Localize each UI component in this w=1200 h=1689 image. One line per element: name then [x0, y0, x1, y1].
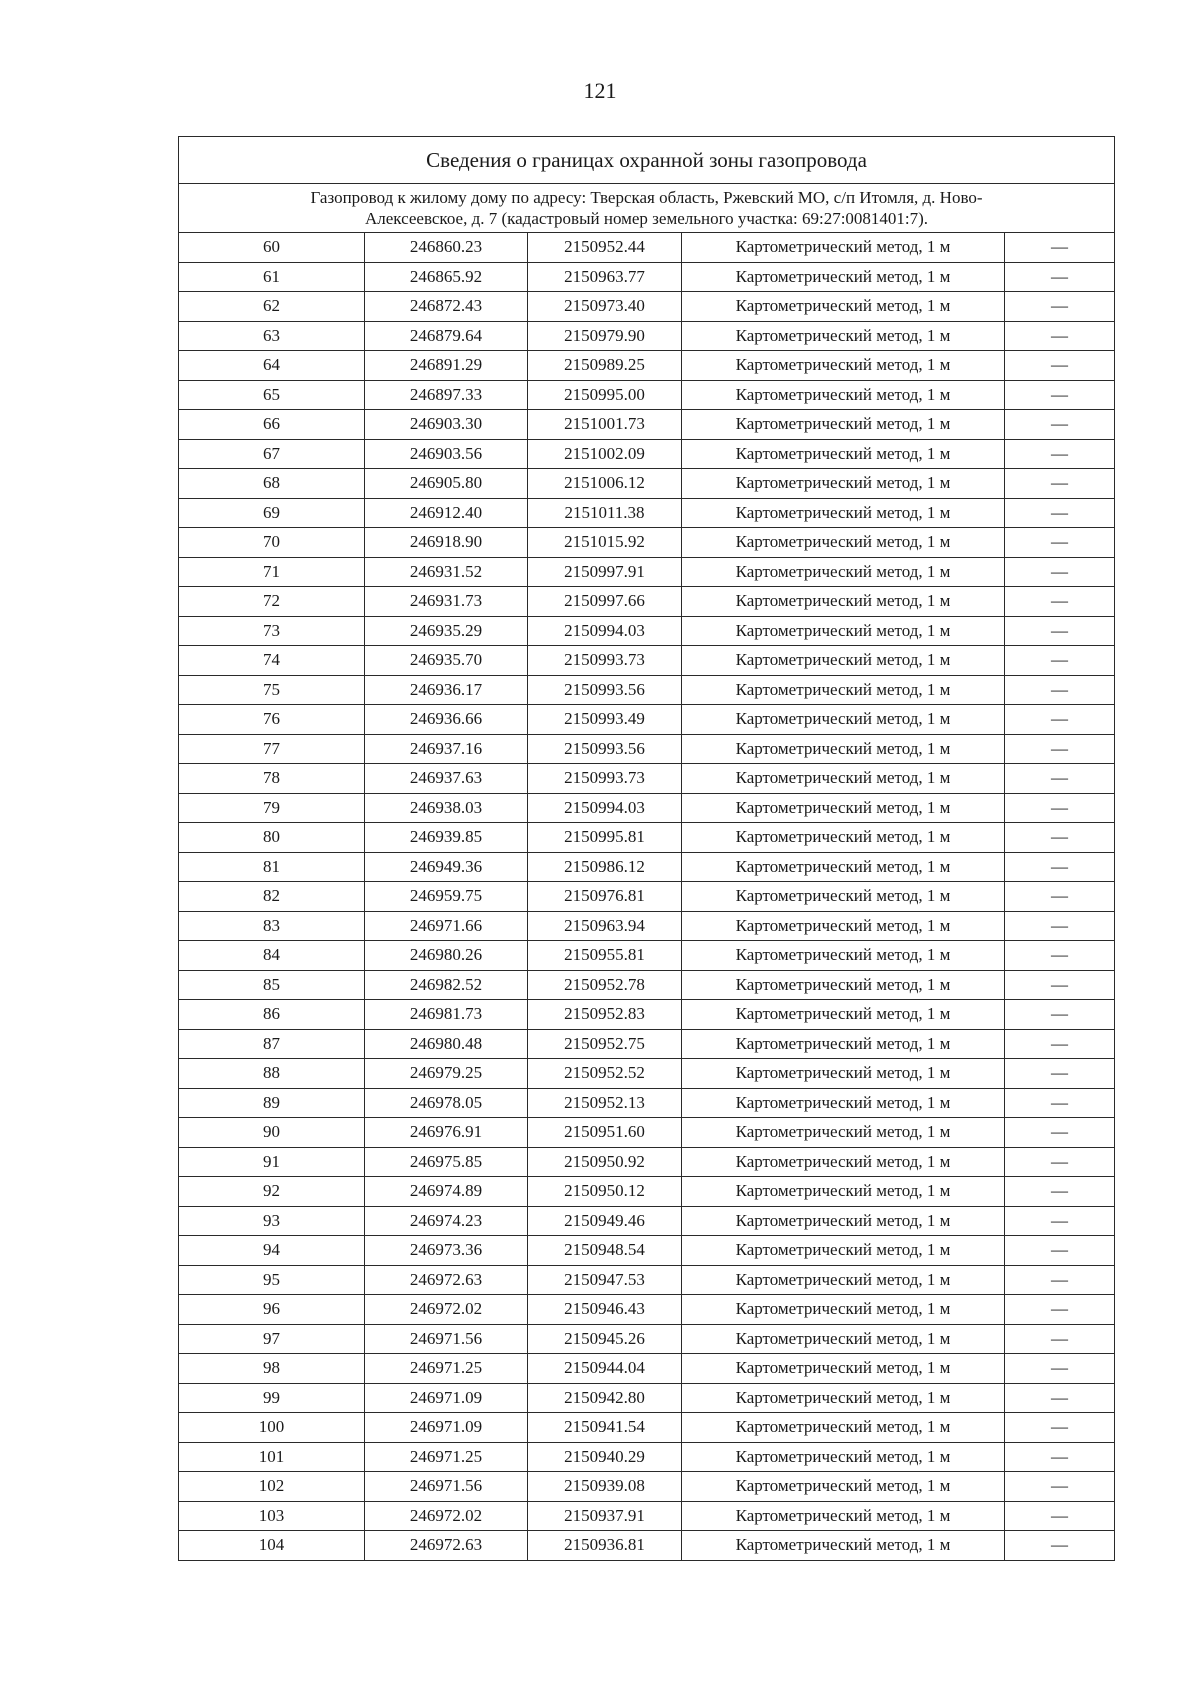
table-row [179, 852, 1115, 882]
method-cell: Картометрический метод, 1 м [682, 410, 1005, 440]
coordinate-x-cell: 246938.03 [365, 793, 528, 823]
table-row [179, 1295, 1115, 1325]
note-cell: — [1005, 823, 1115, 853]
coordinate-x-cell: 246971.66 [365, 911, 528, 941]
table-row [179, 557, 1115, 587]
note-cell: — [1005, 439, 1115, 469]
point-number-cell: 104 [179, 1531, 365, 1561]
table-row [179, 882, 1115, 912]
coordinate-y-cell: 2150952.13 [528, 1088, 682, 1118]
table-row [179, 380, 1115, 410]
coordinate-x-cell: 246971.56 [365, 1472, 528, 1502]
note-cell: — [1005, 528, 1115, 558]
point-number-cell: 84 [179, 941, 365, 971]
coordinate-y-cell: 2150952.52 [528, 1059, 682, 1089]
point-number-cell: 65 [179, 380, 365, 410]
coordinate-x-cell: 246971.09 [365, 1413, 528, 1443]
method-cell: Картометрический метод, 1 м [682, 1324, 1005, 1354]
note-cell: — [1005, 1531, 1115, 1561]
table-row [179, 321, 1115, 351]
method-cell: Картометрический метод, 1 м [682, 1472, 1005, 1502]
method-cell: Картометрический метод, 1 м [682, 1383, 1005, 1413]
note-cell: — [1005, 675, 1115, 705]
table-title: Сведения о границах охранной зоны газопровода [179, 137, 1115, 184]
method-cell: Картометрический метод, 1 м [682, 1059, 1005, 1089]
method-cell: Картометрический метод, 1 м [682, 1147, 1005, 1177]
table-subtitle [179, 184, 1115, 233]
note-cell: — [1005, 1177, 1115, 1207]
table-row [179, 1472, 1115, 1502]
note-cell: — [1005, 292, 1115, 322]
point-number-cell: 92 [179, 1177, 365, 1207]
table-row [179, 351, 1115, 381]
point-number-cell: 70 [179, 528, 365, 558]
note-cell: — [1005, 1059, 1115, 1089]
note-cell: — [1005, 380, 1115, 410]
point-number-cell: 72 [179, 587, 365, 617]
point-number-cell: 62 [179, 292, 365, 322]
method-cell: Картометрический метод, 1 м [682, 1236, 1005, 1266]
coordinate-x-cell: 246903.56 [365, 439, 528, 469]
point-number-cell: 81 [179, 852, 365, 882]
coordinate-x-cell: 246903.30 [365, 410, 528, 440]
coordinate-x-cell: 246974.23 [365, 1206, 528, 1236]
table-row [179, 616, 1115, 646]
coordinate-y-cell: 2150949.46 [528, 1206, 682, 1236]
coordinate-x-cell: 246860.23 [365, 233, 528, 263]
method-cell: Картометрический метод, 1 м [682, 351, 1005, 381]
table-row [179, 1383, 1115, 1413]
coordinate-x-cell: 246872.43 [365, 292, 528, 322]
coordinate-x-cell: 246891.29 [365, 351, 528, 381]
coordinate-y-cell: 2150952.83 [528, 1000, 682, 1030]
coordinate-x-cell: 246973.36 [365, 1236, 528, 1266]
coordinate-x-cell: 246972.02 [365, 1501, 528, 1531]
coordinate-x-cell: 246972.63 [365, 1531, 528, 1561]
coordinate-y-cell: 2150937.91 [528, 1501, 682, 1531]
table-row [179, 1442, 1115, 1472]
table-row [179, 292, 1115, 322]
note-cell: — [1005, 1442, 1115, 1472]
point-number-cell: 63 [179, 321, 365, 351]
note-cell: — [1005, 1383, 1115, 1413]
method-cell: Картометрический метод, 1 м [682, 793, 1005, 823]
note-cell: — [1005, 587, 1115, 617]
method-cell: Картометрический метод, 1 м [682, 528, 1005, 558]
point-number-cell: 67 [179, 439, 365, 469]
point-number-cell: 89 [179, 1088, 365, 1118]
note-cell: — [1005, 764, 1115, 794]
point-number-cell: 88 [179, 1059, 365, 1089]
point-number-cell: 64 [179, 351, 365, 381]
table-row [179, 764, 1115, 794]
method-cell: Картометрический метод, 1 м [682, 675, 1005, 705]
point-number-cell: 93 [179, 1206, 365, 1236]
note-cell: — [1005, 793, 1115, 823]
coordinate-x-cell: 246972.02 [365, 1295, 528, 1325]
method-cell: Картометрический метод, 1 м [682, 1354, 1005, 1384]
note-cell: — [1005, 1472, 1115, 1502]
method-cell: Картометрический метод, 1 м [682, 321, 1005, 351]
coordinate-y-cell: 2150994.03 [528, 616, 682, 646]
point-number-cell: 82 [179, 882, 365, 912]
note-cell: — [1005, 1029, 1115, 1059]
point-number-cell: 95 [179, 1265, 365, 1295]
coordinate-y-cell: 2150993.73 [528, 764, 682, 794]
coordinate-x-cell: 246905.80 [365, 469, 528, 499]
coordinate-x-cell: 246931.73 [365, 587, 528, 617]
note-cell: — [1005, 557, 1115, 587]
point-number-cell: 73 [179, 616, 365, 646]
table-row [179, 528, 1115, 558]
coordinate-y-cell: 2150993.56 [528, 734, 682, 764]
note-cell: — [1005, 1501, 1115, 1531]
method-cell: Картометрический метод, 1 м [682, 1413, 1005, 1443]
table-row [179, 262, 1115, 292]
coordinate-x-cell: 246971.56 [365, 1324, 528, 1354]
note-cell: — [1005, 1088, 1115, 1118]
method-cell: Картометрический метод, 1 м [682, 1118, 1005, 1148]
coordinate-y-cell: 2150947.53 [528, 1265, 682, 1295]
coordinate-y-cell: 2150950.92 [528, 1147, 682, 1177]
note-cell: — [1005, 882, 1115, 912]
coordinate-x-cell: 246976.91 [365, 1118, 528, 1148]
table-row [179, 1236, 1115, 1266]
note-cell: — [1005, 1236, 1115, 1266]
boundary-table [178, 136, 1115, 1561]
method-cell: Картометрический метод, 1 м [682, 1000, 1005, 1030]
coordinate-y-cell: 2151002.09 [528, 439, 682, 469]
table-row [179, 233, 1115, 263]
coordinate-y-cell: 2150989.25 [528, 351, 682, 381]
point-number-cell: 101 [179, 1442, 365, 1472]
note-cell: — [1005, 646, 1115, 676]
point-number-cell: 78 [179, 764, 365, 794]
coordinate-y-cell: 2150941.54 [528, 1413, 682, 1443]
point-number-cell: 90 [179, 1118, 365, 1148]
method-cell: Картометрический метод, 1 м [682, 1442, 1005, 1472]
table-row [179, 1354, 1115, 1384]
method-cell: Картометрический метод, 1 м [682, 1029, 1005, 1059]
coordinate-x-cell: 246975.85 [365, 1147, 528, 1177]
point-number-cell: 79 [179, 793, 365, 823]
table-row [179, 911, 1115, 941]
note-cell: — [1005, 469, 1115, 499]
method-cell: Картометрический метод, 1 м [682, 557, 1005, 587]
method-cell: Картометрический метод, 1 м [682, 616, 1005, 646]
method-cell: Картометрический метод, 1 м [682, 1206, 1005, 1236]
method-cell: Картометрический метод, 1 м [682, 292, 1005, 322]
table-row [179, 646, 1115, 676]
method-cell: Картометрический метод, 1 м [682, 1177, 1005, 1207]
coordinate-y-cell: 2151006.12 [528, 469, 682, 499]
coordinate-y-cell: 2150963.94 [528, 911, 682, 941]
coordinate-y-cell: 2150952.78 [528, 970, 682, 1000]
method-cell: Картометрический метод, 1 м [682, 262, 1005, 292]
point-number-cell: 100 [179, 1413, 365, 1443]
coordinate-y-cell: 2150976.81 [528, 882, 682, 912]
coordinate-x-cell: 246937.16 [365, 734, 528, 764]
point-number-cell: 102 [179, 1472, 365, 1502]
coordinate-y-cell: 2150995.00 [528, 380, 682, 410]
method-cell: Картометрический метод, 1 м [682, 1531, 1005, 1561]
coordinate-y-cell: 2150944.04 [528, 1354, 682, 1384]
point-number-cell: 85 [179, 970, 365, 1000]
coordinate-y-cell: 2150946.43 [528, 1295, 682, 1325]
point-number-cell: 76 [179, 705, 365, 735]
coordinate-x-cell: 246935.29 [365, 616, 528, 646]
coordinate-y-cell: 2150939.08 [528, 1472, 682, 1502]
note-cell: — [1005, 705, 1115, 735]
table-row [179, 1265, 1115, 1295]
coordinate-x-cell: 246959.75 [365, 882, 528, 912]
table-row [179, 1059, 1115, 1089]
point-number-cell: 69 [179, 498, 365, 528]
page-number: 121 [583, 78, 617, 103]
note-cell: — [1005, 970, 1115, 1000]
coordinate-x-cell: 246971.25 [365, 1442, 528, 1472]
coordinate-x-cell: 246936.66 [365, 705, 528, 735]
coordinate-x-cell: 246971.09 [365, 1383, 528, 1413]
method-cell: Картометрический метод, 1 м [682, 380, 1005, 410]
coordinate-x-cell: 246981.73 [365, 1000, 528, 1030]
method-cell: Картометрический метод, 1 м [682, 911, 1005, 941]
coordinate-x-cell: 246980.48 [365, 1029, 528, 1059]
table-row [179, 823, 1115, 853]
table-row [179, 498, 1115, 528]
coordinate-x-cell: 246982.52 [365, 970, 528, 1000]
coordinate-y-cell: 2150945.26 [528, 1324, 682, 1354]
point-number-cell: 68 [179, 469, 365, 499]
point-number-cell: 91 [179, 1147, 365, 1177]
coordinate-x-cell: 246949.36 [365, 852, 528, 882]
coordinate-y-cell: 2150986.12 [528, 852, 682, 882]
table-row [179, 439, 1115, 469]
table-row [179, 1088, 1115, 1118]
coordinate-x-cell: 246918.90 [365, 528, 528, 558]
coordinate-x-cell: 246936.17 [365, 675, 528, 705]
method-cell: Картометрический метод, 1 м [682, 852, 1005, 882]
coordinate-x-cell: 246935.70 [365, 646, 528, 676]
note-cell: — [1005, 616, 1115, 646]
coordinate-y-cell: 2150997.91 [528, 557, 682, 587]
table-row [179, 1324, 1115, 1354]
table-row [179, 1177, 1115, 1207]
point-number-cell: 99 [179, 1383, 365, 1413]
coordinate-y-cell: 2150973.40 [528, 292, 682, 322]
table-row [179, 793, 1115, 823]
point-number-cell: 98 [179, 1354, 365, 1384]
coordinate-y-cell: 2150936.81 [528, 1531, 682, 1561]
coordinate-y-cell: 2150955.81 [528, 941, 682, 971]
coordinate-y-cell: 2150979.90 [528, 321, 682, 351]
subtitle-row [179, 184, 1115, 233]
method-cell: Картометрический метод, 1 м [682, 764, 1005, 794]
coordinate-y-cell: 2150940.29 [528, 1442, 682, 1472]
point-number-cell: 94 [179, 1236, 365, 1266]
note-cell: — [1005, 1354, 1115, 1384]
method-cell: Картометрический метод, 1 м [682, 469, 1005, 499]
method-cell: Картометрический метод, 1 м [682, 823, 1005, 853]
table-row [179, 970, 1115, 1000]
note-cell: — [1005, 262, 1115, 292]
note-cell: — [1005, 498, 1115, 528]
coordinate-y-cell: 2150950.12 [528, 1177, 682, 1207]
point-number-cell: 80 [179, 823, 365, 853]
table-row [179, 587, 1115, 617]
coordinate-y-cell: 2150993.73 [528, 646, 682, 676]
point-number-cell: 66 [179, 410, 365, 440]
point-number-cell: 96 [179, 1295, 365, 1325]
point-number-cell: 71 [179, 557, 365, 587]
method-cell: Картометрический метод, 1 м [682, 941, 1005, 971]
table-row [179, 734, 1115, 764]
table-row [179, 1501, 1115, 1531]
method-cell: Картометрический метод, 1 м [682, 1265, 1005, 1295]
title-row [179, 137, 1115, 184]
point-number-cell: 83 [179, 911, 365, 941]
coordinate-y-cell: 2150994.03 [528, 793, 682, 823]
note-cell: — [1005, 1118, 1115, 1148]
table-row [179, 469, 1115, 499]
coordinate-y-cell: 2150951.60 [528, 1118, 682, 1148]
subtitle-line-2: Алексеевское, д. 7 (кадастровый номер земельного участка: 69:27:0081401:7). [364, 209, 929, 228]
coordinate-x-cell: 246865.92 [365, 262, 528, 292]
coordinate-x-cell: 246974.89 [365, 1177, 528, 1207]
coordinate-x-cell: 246979.25 [365, 1059, 528, 1089]
subtitle-line-1: Газопровод к жилому дому по адресу: Тверская область, Ржевский МО, с/п Итомля, д. Ново- [310, 188, 983, 207]
note-cell: — [1005, 1000, 1115, 1030]
method-cell: Картометрический метод, 1 м [682, 1295, 1005, 1325]
coordinate-y-cell: 2151015.92 [528, 528, 682, 558]
coordinate-y-cell: 2150948.54 [528, 1236, 682, 1266]
note-cell: — [1005, 1295, 1115, 1325]
coordinate-y-cell: 2150993.56 [528, 675, 682, 705]
coordinate-y-cell: 2150952.44 [528, 233, 682, 263]
method-cell: Картометрический метод, 1 м [682, 882, 1005, 912]
note-cell: — [1005, 1324, 1115, 1354]
coordinate-x-cell: 246897.33 [365, 380, 528, 410]
note-cell: — [1005, 941, 1115, 971]
point-number-cell: 77 [179, 734, 365, 764]
point-number-cell: 97 [179, 1324, 365, 1354]
coordinate-y-cell: 2150993.49 [528, 705, 682, 735]
method-cell: Картометрический метод, 1 м [682, 439, 1005, 469]
note-cell: — [1005, 734, 1115, 764]
coordinate-x-cell: 246937.63 [365, 764, 528, 794]
note-cell: — [1005, 1147, 1115, 1177]
table-row [179, 705, 1115, 735]
coordinate-x-cell: 246980.26 [365, 941, 528, 971]
coordinate-x-cell: 246971.25 [365, 1354, 528, 1384]
method-cell: Картометрический метод, 1 м [682, 734, 1005, 764]
coordinate-x-cell: 246939.85 [365, 823, 528, 853]
note-cell: — [1005, 321, 1115, 351]
method-cell: Картометрический метод, 1 м [682, 498, 1005, 528]
point-number-cell: 103 [179, 1501, 365, 1531]
method-cell: Картометрический метод, 1 м [682, 1501, 1005, 1531]
method-cell: Картометрический метод, 1 м [682, 705, 1005, 735]
coordinate-x-cell: 246978.05 [365, 1088, 528, 1118]
coordinate-y-cell: 2150952.75 [528, 1029, 682, 1059]
table-row [179, 1000, 1115, 1030]
coordinate-x-cell: 246972.63 [365, 1265, 528, 1295]
table-row [179, 1531, 1115, 1561]
point-number-cell: 61 [179, 262, 365, 292]
table-row [179, 941, 1115, 971]
table-row [179, 1118, 1115, 1148]
point-number-cell: 86 [179, 1000, 365, 1030]
coordinate-y-cell: 2150997.66 [528, 587, 682, 617]
note-cell: — [1005, 1265, 1115, 1295]
method-cell: Картометрический метод, 1 м [682, 970, 1005, 1000]
point-number-cell: 87 [179, 1029, 365, 1059]
table-row [179, 1206, 1115, 1236]
table-row [179, 1413, 1115, 1443]
point-number-cell: 75 [179, 675, 365, 705]
method-cell: Картометрический метод, 1 м [682, 587, 1005, 617]
note-cell: — [1005, 911, 1115, 941]
note-cell: — [1005, 351, 1115, 381]
method-cell: Картометрический метод, 1 м [682, 1088, 1005, 1118]
table-row [179, 1029, 1115, 1059]
coordinate-y-cell: 2150963.77 [528, 262, 682, 292]
point-number-cell: 74 [179, 646, 365, 676]
table-row [179, 1147, 1115, 1177]
table-row [179, 410, 1115, 440]
coordinate-y-cell: 2150995.81 [528, 823, 682, 853]
point-number-cell: 60 [179, 233, 365, 263]
coordinate-y-cell: 2151011.38 [528, 498, 682, 528]
note-cell: — [1005, 1413, 1115, 1443]
coordinate-y-cell: 2151001.73 [528, 410, 682, 440]
method-cell: Картометрический метод, 1 м [682, 646, 1005, 676]
method-cell: Картометрический метод, 1 м [682, 233, 1005, 263]
note-cell: — [1005, 410, 1115, 440]
note-cell: — [1005, 233, 1115, 263]
table-body [179, 137, 1115, 1561]
coordinate-y-cell: 2150942.80 [528, 1383, 682, 1413]
coordinate-x-cell: 246931.52 [365, 557, 528, 587]
coordinate-x-cell: 246879.64 [365, 321, 528, 351]
note-cell: — [1005, 1206, 1115, 1236]
coordinate-x-cell: 246912.40 [365, 498, 528, 528]
note-cell: — [1005, 852, 1115, 882]
table-row [179, 675, 1115, 705]
